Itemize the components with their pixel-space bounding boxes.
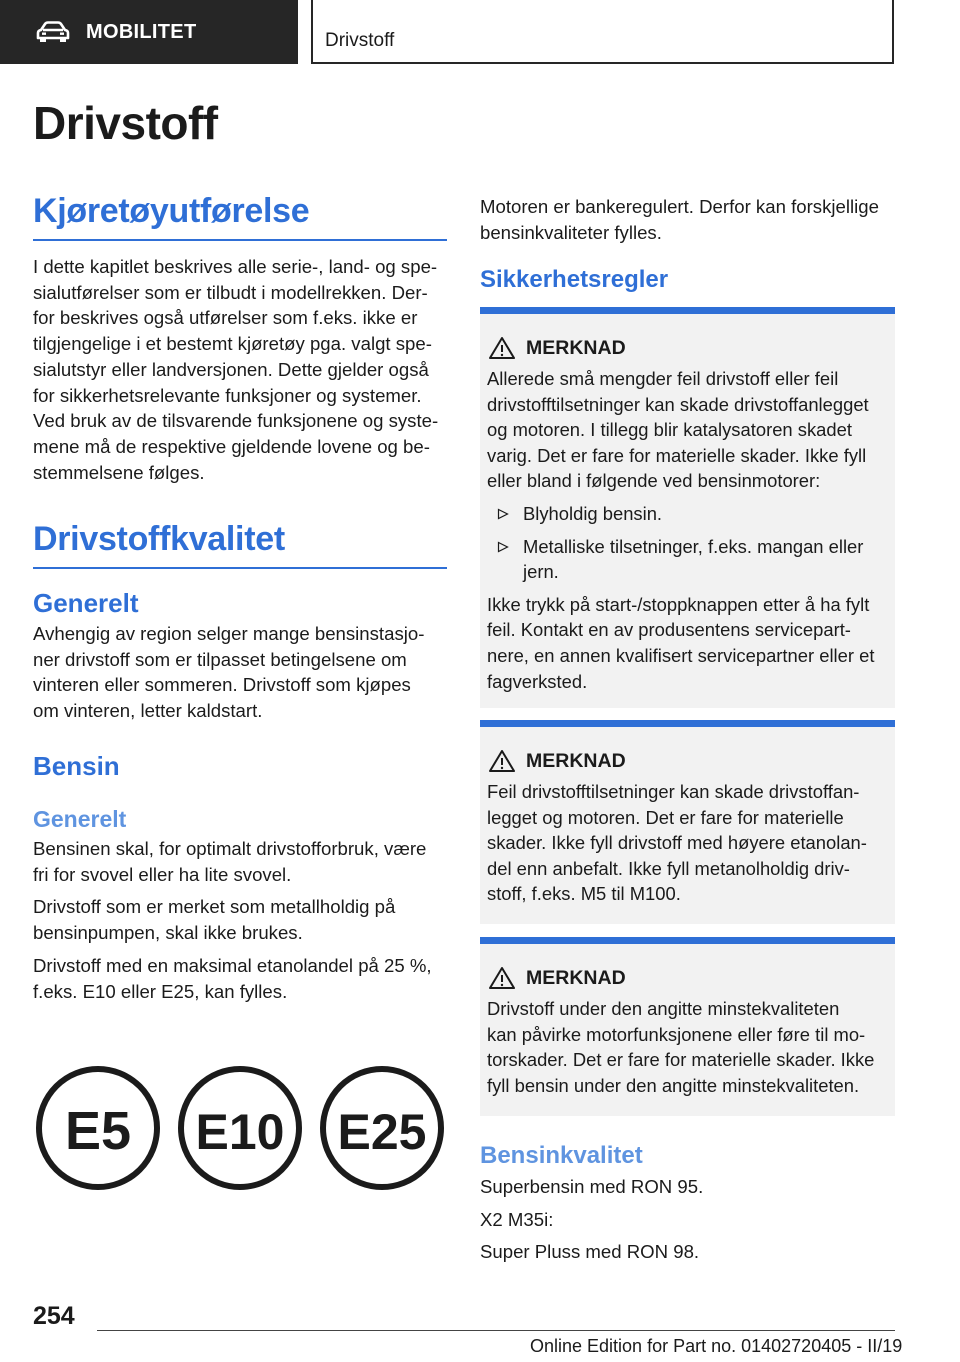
safety-section	[480, 266, 894, 294]
note-text: Feil drivstofftilsetninger kan skade drivstoffan- legget og motoren. Det er fare for materielle skader. Ikke fyll drivstoff med høyere etanolan- del enn anbefalt. Ikke fyll metanolholdig driv- stoff, f.eks. M5 til M100.	[487, 781, 867, 905]
footer-edition: Online Edition for Part no. 01402720405 - II/19	[530, 1336, 903, 1356]
warning-icon	[489, 966, 515, 990]
general-section	[33, 588, 447, 724]
note-label: MERKNAD	[526, 336, 626, 359]
chapter-header	[311, 0, 894, 64]
note-header	[487, 966, 887, 990]
paragraph: Motoren er bankeregulert. Derfor kan forskjellige bensinkvaliteter fylles.	[480, 196, 879, 243]
engine-text	[480, 194, 894, 245]
list-item: Blyholdig bensin.	[487, 501, 887, 527]
page-number: 254	[33, 1302, 75, 1330]
paragraph: X2 M35i:	[480, 1208, 554, 1230]
vehicle-section	[33, 192, 447, 241]
ethanol-signs-figure	[33, 1063, 447, 1193]
paragraph: Avhengig av region selger mange bensinstasjo- ner drivstoff som er tilpasset betingelsene om vinteren eller sommeren. Drivstoff som kjøpes om vinteren, letter kaldstart.	[33, 623, 425, 722]
section-tab[interactable]	[0, 0, 298, 64]
note-box-2	[480, 727, 895, 924]
bullet-triangle-icon	[497, 541, 509, 553]
note-text: Allerede små mengder feil drivstoff eller feil drivstofftilsetninger kan skade drivstoffanlegget og motoren. I tillegg blir katalysatoren skadet varig. Det er fare for materielle skader. Ikke fyll eller bland i følgende ved bensinmotorer:	[487, 368, 869, 492]
note-bar	[480, 937, 895, 944]
sign-e5	[39, 1069, 157, 1187]
list-item: Metalliske tilsetninger, f.eks. mangan eller jern.	[487, 534, 887, 585]
note-bar	[480, 720, 895, 727]
fuel-quality-section	[33, 520, 447, 569]
paragraph: Super Pluss med RON 98.	[480, 1241, 700, 1263]
heading-fuel-grade: Bensinkvalitet	[480, 1142, 643, 1169]
note-text: Ikke trykk på start-/stoppknappen etter å ha fylt feil. Kontakt en av produsentens servicepart- nere, en annen kvalifisert servicepartner eller et fagverksted.	[487, 593, 875, 692]
warning-icon	[489, 336, 515, 360]
paragraph: Drivstoff som er merket som metallholdig på bensinpumpen, skal ikke brukes.	[33, 896, 396, 944]
svg-text:E5: E5	[64, 1101, 132, 1161]
paragraph: Superbensin med RON 95.	[480, 1176, 704, 1197]
vehicle-text	[33, 254, 447, 485]
section-label: MOBILITET	[86, 20, 197, 43]
note-bar	[480, 307, 895, 314]
footer-rule	[97, 1330, 895, 1331]
svg-text:E10: E10	[195, 1104, 285, 1160]
note-label: MERKNAD	[526, 966, 626, 989]
paragraph: Drivstoff med en maksimal etanolandel på 25 %, f.eks. E10 eller E25, kan fylles.	[33, 954, 432, 1002]
page-title: Drivstoff	[33, 97, 218, 149]
petrol-general-section	[33, 806, 447, 1004]
svg-text:E25: E25	[337, 1104, 427, 1160]
heading-general: Generelt	[33, 588, 139, 618]
note-box-1	[480, 314, 895, 708]
warning-icon	[489, 749, 515, 773]
petrol-section	[33, 751, 447, 782]
note-text: Drivstoff under den angitte minstekvaliteten kan påvirke motorfunksjonene eller føre til mo- torskader. Det er fare for materielle skader. Ikke fyll bensin under den angitte minstekvaliteten.	[487, 998, 875, 1096]
chapter-label: Drivstoff	[325, 30, 395, 51]
note-header	[487, 749, 887, 773]
paragraph: Bensinen skal, for optimalt drivstofforbruk, være fri for svovel eller ha lite svovel.	[33, 838, 427, 885]
heading-vehicle-variant: Kjøretøyutførelse	[33, 192, 310, 230]
fuel-grade-section	[480, 1142, 894, 1265]
heading-fuel-quality: Drivstoffkvalitet	[33, 520, 285, 558]
note-box-3	[480, 944, 895, 1116]
sign-e25	[323, 1069, 441, 1187]
bullet-triangle-icon	[497, 508, 509, 520]
paragraph: I dette kapitlet beskrives alle serie-, land- og spe- sialutførelser som er tilbudt i modellrekken. Der- for beskrives også utførelser som f.eks. ikke er tilgjengelige i et bestemt kjøretøy pga. valgt spe- sialutstyr eller landversjonen. Dette gjelder også for sikkerhetsrelevante funksjoner og systemer. Ved bruk av de tilsvarende funksjonene og syste- mene må de respektive gjeldende lovene og be- stemmelsene følges.	[33, 256, 439, 483]
heading-petrol-general: Generelt	[33, 806, 127, 832]
car-icon	[36, 21, 70, 43]
note-label: MERKNAD	[526, 749, 626, 772]
heading-rule	[33, 239, 447, 241]
note-header	[487, 336, 887, 360]
heading-petrol: Bensin	[33, 751, 120, 781]
heading-safety-rules: Sikkerhetsregler	[480, 266, 669, 293]
sign-e10	[181, 1069, 299, 1187]
heading-rule	[33, 567, 447, 569]
